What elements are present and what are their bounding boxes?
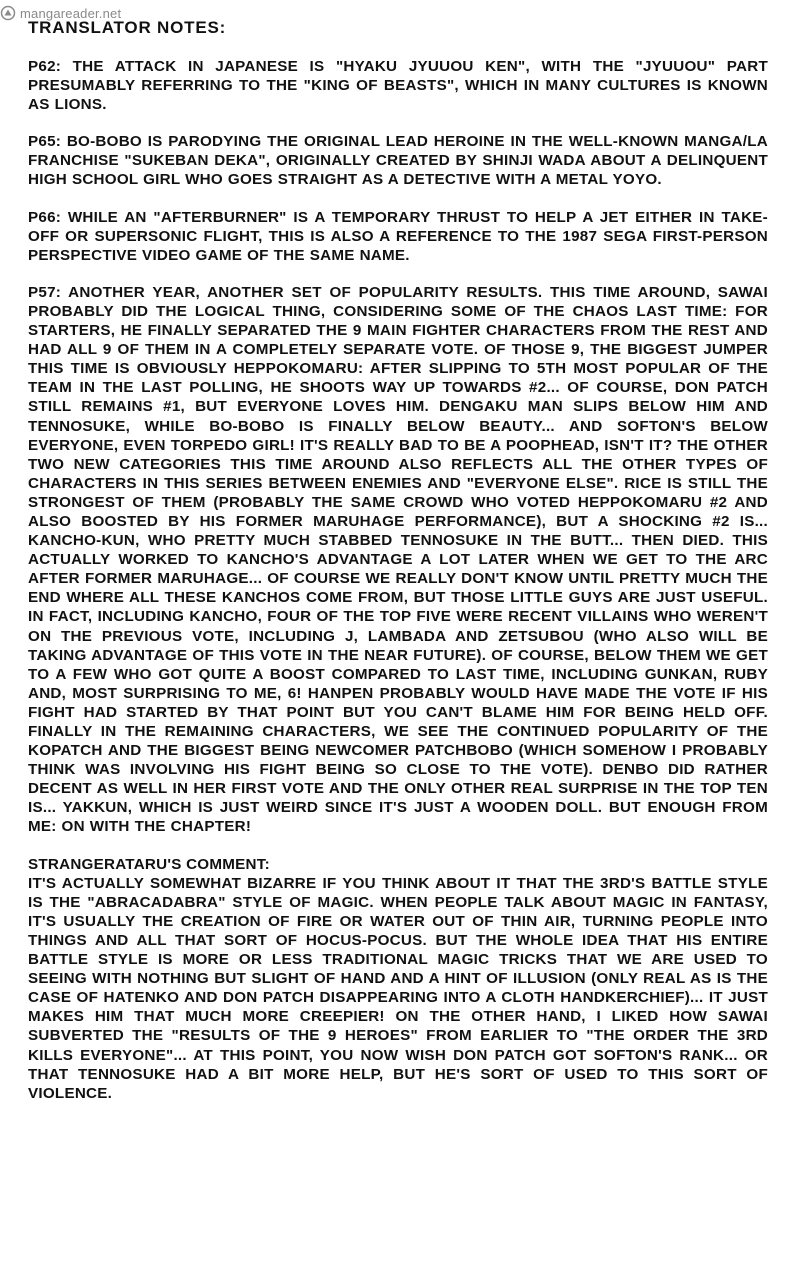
translator-notes-page bbox=[28, 18, 768, 1238]
comment-section bbox=[28, 855, 768, 1103]
watermark-text: mangareader.net bbox=[20, 5, 122, 21]
note-p66: P66: WHILE AN "AFTERBURNER" IS A TEMPORARY THRUST TO HELP A JET EITHER IN TAKE-OFF OR SUPERSONIC FLIGHT, THIS IS ALSO A REFERENCE TO THE 1987 SEGA FIRST-PERSON PERSPECTIVE VIDEO GAME OF THE SAME NAME. bbox=[28, 208, 768, 264]
note-p65: P65: BO-BOBO IS PARODYING THE ORIGINAL LEAD HEROINE IN THE WELL-KNOWN MANGA/LA FRANCHISE "SUKEBAN DEKA", ORIGINALLY CREATED BY SHINJI WADA ABOUT A DELINQUENT HIGH SCHOOL GIRL WHO GOES STRAIGHT AS A DETECTIVE WITH A METAL YOYO. bbox=[28, 133, 768, 189]
comment-heading: STRANGERATARU'S COMMENT: bbox=[28, 855, 270, 873]
comment-body: IT'S ACTUALLY SOMEWHAT BIZARRE IF YOU THINK ABOUT IT THAT THE 3RD'S BATTLE STYLE IS THE "ABRACADABRA" STYLE OF MAGIC. WHEN PEOPLE TALK ABOUT MAGIC IN FANTASY, IT'S USUALLY THE CREATION OF FIRE OR WATER OUT OF THIN AIR, TURNING PEOPLE INTO THINGS AND ALL THAT SORT OF HOCUS-POCUS. BUT THE WHOLE IDEA THAT HIS ENTIRE BATTLE STYLE IS MORE OR LESS TRADITIONAL MAGIC TRICKS THAT WE ARE USED TO SEEING WITH NOTHING BUT SLIGHT OF HAND AND A HINT OF ILLUSION (ONLY REAL AS IS THE CASE OF HATENKO AND DON PATCH DISAPPEARING INTO A CLOTH HANDKERCHIEF)... IT JUST MAKES HIM THAT MUCH MORE CREEPIER! ON THE OTHER HAND, I LIKED HOW SAWAI SUBVERTED THE "RESULTS OF THE 9 HEROES" FROM EARLIER TO "THE ORDER THE 3RD KILLS EVERYONE"... AT THIS POINT, YOU NOW WISH DON PATCH GOT SOFTON'S RANK... OR THAT TENNOSUKE HAD A BIT MORE HELP, BUT HE'S SORT OF USED TO THIS SORT OF VIOLENCE. bbox=[28, 874, 768, 1102]
manga-site-icon bbox=[0, 5, 16, 21]
page-title: TRANSLATOR NOTES: bbox=[28, 18, 227, 37]
note-p62: P62: THE ATTACK IN JAPANESE IS "HYAKU JYUUOU KEN", WITH THE "JYUUOU" PART PRESUMABLY REFERRING TO THE "KING OF BEASTS", WHICH IN MANY CULTURES IS KNOWN AS LIONS. bbox=[28, 58, 768, 114]
note-p57: P57: ANOTHER YEAR, ANOTHER SET OF POPULARITY RESULTS. THIS TIME AROUND, SAWAI PROBABLY DID THE LOGICAL THING, CONSIDERING SOME OF THE CHAOS LAST TIME: FOR STARTERS, HE FINALLY SEPARATED THE 9 MAIN FIGHTER CHARACTERS FROM THE REST AND HAD ALL 9 OF THEM IN A COMPLETELY SEPARATE VOTE. OF THOSE 9, THE BIGGEST JUMPER THIS TIME IS OBVIOUSLY HEPPOKOMARU: AFTER SLIPPING TO 5TH MOST POPULAR OF THE TEAM IN THE LAST POLLING, HE SHOOTS WAY UP TOWARDS #2... OF COURSE, DON PATCH STILL REMAINS #1, BUT EVERYONE LOVES HIM. DENGAKU MAN SLIPS BELOW HIM AND TENNOSUKE, WHILE BO-BOBO IS FINALLY BELOW BEAUTY... AND SOFTON'S BELOW EVERYONE, EVEN TORPEDO GIRL! IT'S REALLY BAD TO BE A POOPHEAD, ISN'T IT? THE OTHER TWO NEW CATEGORIES THIS TIME AROUND ALSO REFLECTS ALL THE OTHER TYPES OF CHARACTERS IN THIS SERIES BETWEEN ENEMIES AND "EVERYONE ELSE". RICE IS STILL THE STRONGEST OF THEM (PROBABLY THE SAME CROWD WHO VOTED HEPPOKOMARU #2 AND ALSO BOOSTED BY HIS FORMER MARUHAGE PERFORMANCE), BUT A SHOCKING #2 IS... KANCHO-KUN, WHO PRETTY MUCH STABBED TENNOSUKE IN THE BUTT... THEN DIED. THIS ACTUALLY WORKED TO KANCHO'S ADVANTAGE A LOT LATER WHEN WE GET TO THE ARC AFTER FORMER MARUHAGE... OF COURSE WE REALLY DON'T KNOW UNTIL PRETTY MUCH THE END WHERE ALL THESE KANCHOS COME FROM, BUT THOSE LITTLE GUYS ARE JUST USEFUL. IN FACT, INCLUDING KANCHO, FOUR OF THE TOP FIVE WERE RECENT VILLAINS WHO WEREN'T ON THE PREVIOUS VOTE, INCLUDING J, LAMBADA AND ZETSUBOU (WHO ALSO WILL BE TAKING ADVANTAGE OF THIS VOTE IN THE NEAR FUTURE). OF COURSE, BELOW THEM WE GET TO A FEW WHO GOT QUITE A BOOST COMPARED TO LAST TIME, INCLUDING GUNKAN, RUBY AND, MOST SURPRISING TO ME, 6! HANPEN PROBABLY WOULD HAVE MADE THE VOTE IF HIS FIGHT HAD STARTED BY THAT POINT BUT YOU CAN'T BLAME HIM FOR BEING HELD OFF. FINALLY IN THE REMAINING CHARACTERS, WE SEE THE CONTINUED POPULARITY OF THE KOPATCH AND THE BIGGEST BEING NEWCOMER PATCHBOBO (WHICH SOMEHOW I PROBABLY THINK WAS INVOLVING HIS FIGHT BEING SO CLOSE TO THE VOTE). DENBO DID RATHER DECENT AS WELL IN HER FIRST VOTE AND THE ONLY OTHER REAL SURPRISE IN THE TOP TEN IS... YAKKUN, WHICH IS JUST WEIRD SINCE IT'S JUST A WOODEN DOLL. BUT ENOUGH FROM ME: ON WITH THE CHAPTER! bbox=[28, 283, 768, 836]
